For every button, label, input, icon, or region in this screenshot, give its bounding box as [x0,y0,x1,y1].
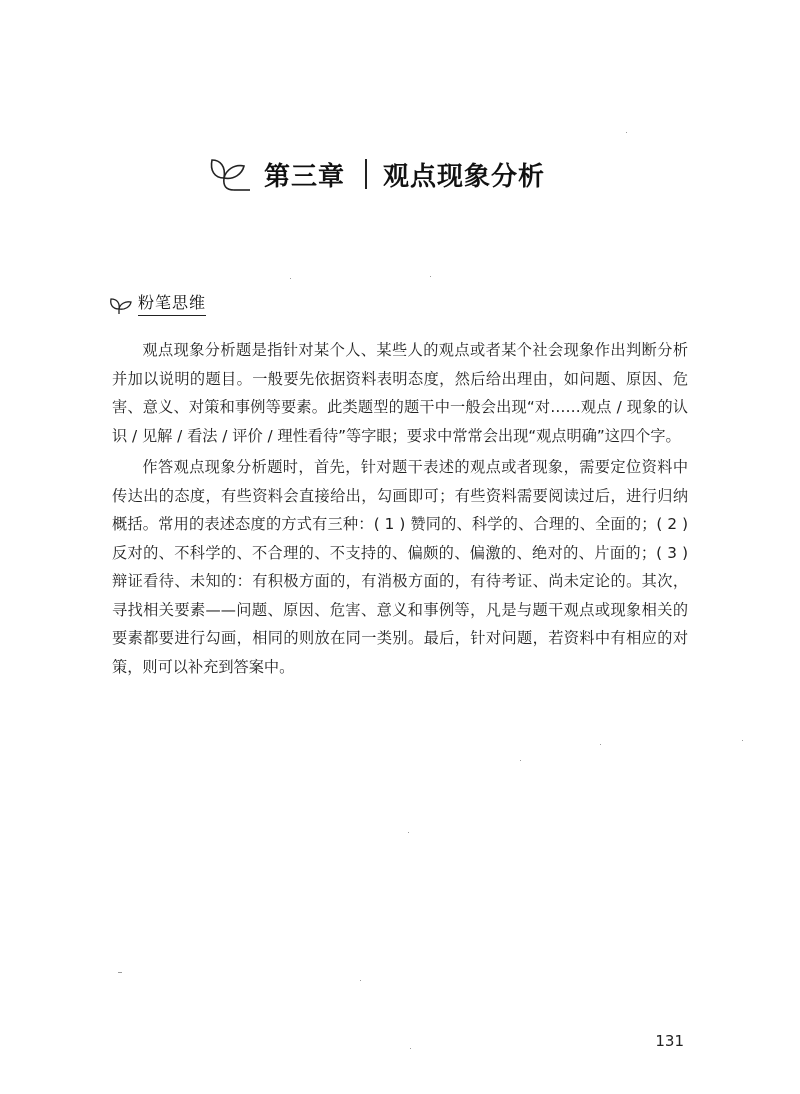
chapter-title: 观点现象分析 [383,161,546,192]
scan-speck [118,972,122,973]
sprout-icon [108,294,134,316]
page-number: 131 [655,1032,684,1050]
body-text [112,336,688,684]
scan-speck [408,832,409,833]
section-title: 粉笔思维 [138,290,206,316]
section-heading [108,290,206,316]
scan-speck [360,980,361,981]
sprout-icon [206,150,260,198]
chapter-divider [365,159,367,189]
scan-speck [600,744,601,745]
chapter-number: 第三章 [264,161,346,192]
paragraph: 作答观点现象分析题时，首先，针对题干表述的观点或者现象，需要定位资料中传达出的态度，有些资料会直接给出，勾画即可；有些资料需要阅读过后，进行归纳概括。常用的表述态度的方式有三种：( 1 ) 赞同的、科学的、合理的、全面的；( 2 ) 反对的、不科学的、不合理的、不支持的、偏颇的、偏激的、绝对的、片面的；( 3 ) 辩证看待、未知的：有积极方面的，有消极方面的，有待考证、尚未定论的。其次，寻找相关要素——问题、原因、危害、意义和事例等，凡是与题干观点或现象相关的要素都要进行勾画，相同的则放在同一类别。最后，针对问题，若资料中有相应的对策，则可以补充到答案中。 [112,458,688,676]
scan-speck [430,276,431,277]
scan-speck [290,278,291,279]
scan-speck [626,132,627,133]
scan-speck [520,760,521,761]
scan-speck [742,740,743,741]
chapter-header [206,144,545,204]
paragraph: 观点现象分析题是指针对某个人、某些人的观点或者某个社会现象作出判断分析并加以说明的题目。一般要先依据资料表明态度，然后给出理由，如问题、原因、危害、意义、对策和事例等要素。此类题型的题干中一般会出现“对……观点 / 现象的认识 / 见解 / 看法 / 评价 / 理性看待”等字眼；要求中常常会出现“观点明确”这四个字。 [112,341,688,445]
scan-speck [410,1048,411,1049]
